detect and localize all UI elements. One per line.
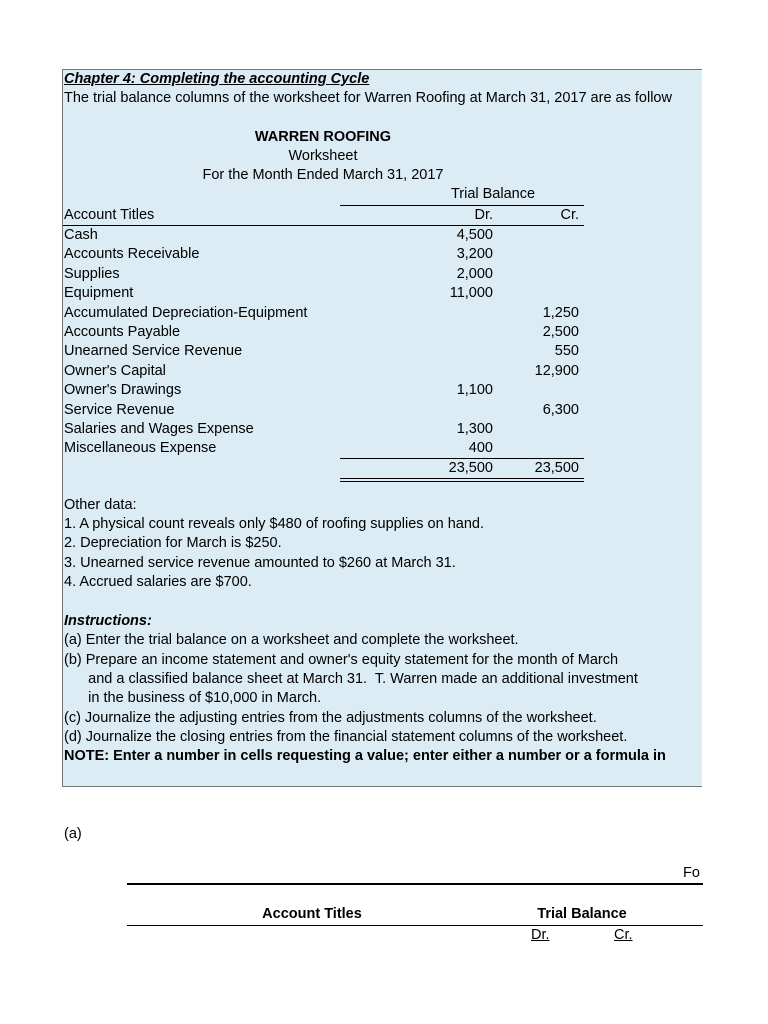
dr-header: Dr. — [474, 207, 493, 223]
instruction-line: in the business of $10,000 in March. — [64, 690, 322, 706]
cr-cell: 2,500 — [542, 324, 579, 340]
part-a-header-rule — [127, 925, 703, 926]
part-a-trial-balance: Trial Balance — [537, 906, 627, 922]
table-row — [63, 304, 663, 324]
dr-cell: 2,000 — [456, 265, 493, 282]
account-title-cell: Miscellaneous Expense — [64, 440, 217, 457]
other-data-item: 2. Depreciation for March is $250. — [64, 535, 282, 551]
problem-panel — [62, 69, 702, 787]
other-data-item: 1. A physical count reveals only $480 of roofing supplies on hand. — [64, 516, 484, 532]
table-row — [63, 381, 663, 401]
total-cr: 23,500 — [534, 460, 579, 476]
account-title-cell: Supplies — [64, 265, 120, 282]
cr-cell: 12,900 — [534, 362, 579, 379]
double-rule-bottom — [340, 481, 584, 482]
part-a-dr: Dr. — [531, 927, 550, 943]
table-row — [63, 284, 663, 304]
part-a-account-titles: Account Titles — [262, 906, 362, 922]
company-name: WARREN ROOFING — [254, 129, 392, 145]
account-title-cell: Accounts Receivable — [64, 246, 200, 263]
note-text: NOTE: Enter a number in cells requesting a value; enter either a number or a formula in — [64, 748, 666, 764]
clipped-header-text: Fo — [683, 865, 700, 881]
dr-cell: 400 — [468, 440, 493, 457]
cr-cell: 550 — [554, 343, 579, 360]
table-row — [63, 323, 663, 343]
dr-cell: 1,100 — [456, 382, 493, 399]
double-rule-top — [340, 478, 584, 479]
account-title-cell: Equipment — [64, 285, 134, 302]
instructions-heading: Instructions: — [64, 613, 152, 629]
trial-balance-header: Trial Balance — [450, 186, 536, 202]
dr-cell: 3,200 — [456, 246, 493, 263]
account-title-cell: Owner's Capital — [64, 362, 166, 379]
table-row — [63, 226, 663, 246]
part-a-top-rule — [127, 883, 703, 885]
table-row — [63, 342, 663, 362]
worksheet-title: Worksheet — [288, 148, 358, 164]
account-title-cell: Unearned Service Revenue — [64, 343, 243, 360]
instruction-line: (b) Prepare an income statement and owner's equity statement for the month of March — [64, 652, 619, 668]
account-titles-header: Account Titles — [64, 207, 155, 223]
intro-text: The trial balance columns of the worksheet for Warren Roofing at March 31, 2017 are as follow — [64, 90, 672, 106]
total-dr: 23,500 — [448, 460, 493, 476]
column-header-row — [63, 206, 663, 226]
dr-cell: 1,300 — [456, 421, 493, 437]
chapter-title: Chapter 4: Completing the accounting Cycle — [64, 71, 370, 87]
cr-cell: 1,250 — [542, 304, 579, 321]
table-row — [63, 245, 663, 265]
table-row — [63, 439, 663, 459]
account-title-cell: Owner's Drawings — [64, 382, 182, 399]
other-data-item: 3. Unearned service revenue amounted to $260 at March 31. — [64, 555, 456, 571]
cr-header: Cr. — [560, 207, 579, 223]
account-title-cell: Accumulated Depreciation-Equipment — [64, 304, 308, 321]
account-title-cell: Cash — [64, 227, 98, 243]
account-title-cell: Service Revenue — [64, 401, 175, 418]
table-row — [63, 420, 663, 440]
dr-cell: 11,000 — [449, 285, 493, 302]
instruction-line: (a) Enter the trial balance on a worksheet and complete the worksheet. — [64, 632, 519, 648]
other-data-item: 4. Accrued salaries are $700. — [64, 574, 252, 590]
instruction-line: (c) Journalize the adjusting entries from the adjustments columns of the worksheet. — [64, 710, 597, 726]
dr-cell: 4,500 — [456, 227, 493, 243]
worksheet-period: For the Month Ended March 31, 2017 — [202, 167, 444, 183]
totals-row — [63, 459, 663, 479]
account-title-cell: Accounts Payable — [64, 324, 181, 340]
part-a-label: (a) — [64, 826, 82, 842]
table-row — [63, 362, 663, 382]
table-row — [63, 265, 663, 285]
table-row — [63, 401, 663, 421]
other-data-heading: Other data: — [64, 497, 137, 513]
account-title-cell: Salaries and Wages Expense — [64, 421, 254, 437]
cr-cell: 6,300 — [542, 401, 579, 418]
instruction-line: (d) Journalize the closing entries from the financial statement columns of the worksheet. — [64, 729, 628, 745]
instruction-line: and a classified balance sheet at March 31. T. Warren made an additional investment — [64, 671, 638, 687]
part-a-cr: Cr. — [614, 927, 633, 943]
